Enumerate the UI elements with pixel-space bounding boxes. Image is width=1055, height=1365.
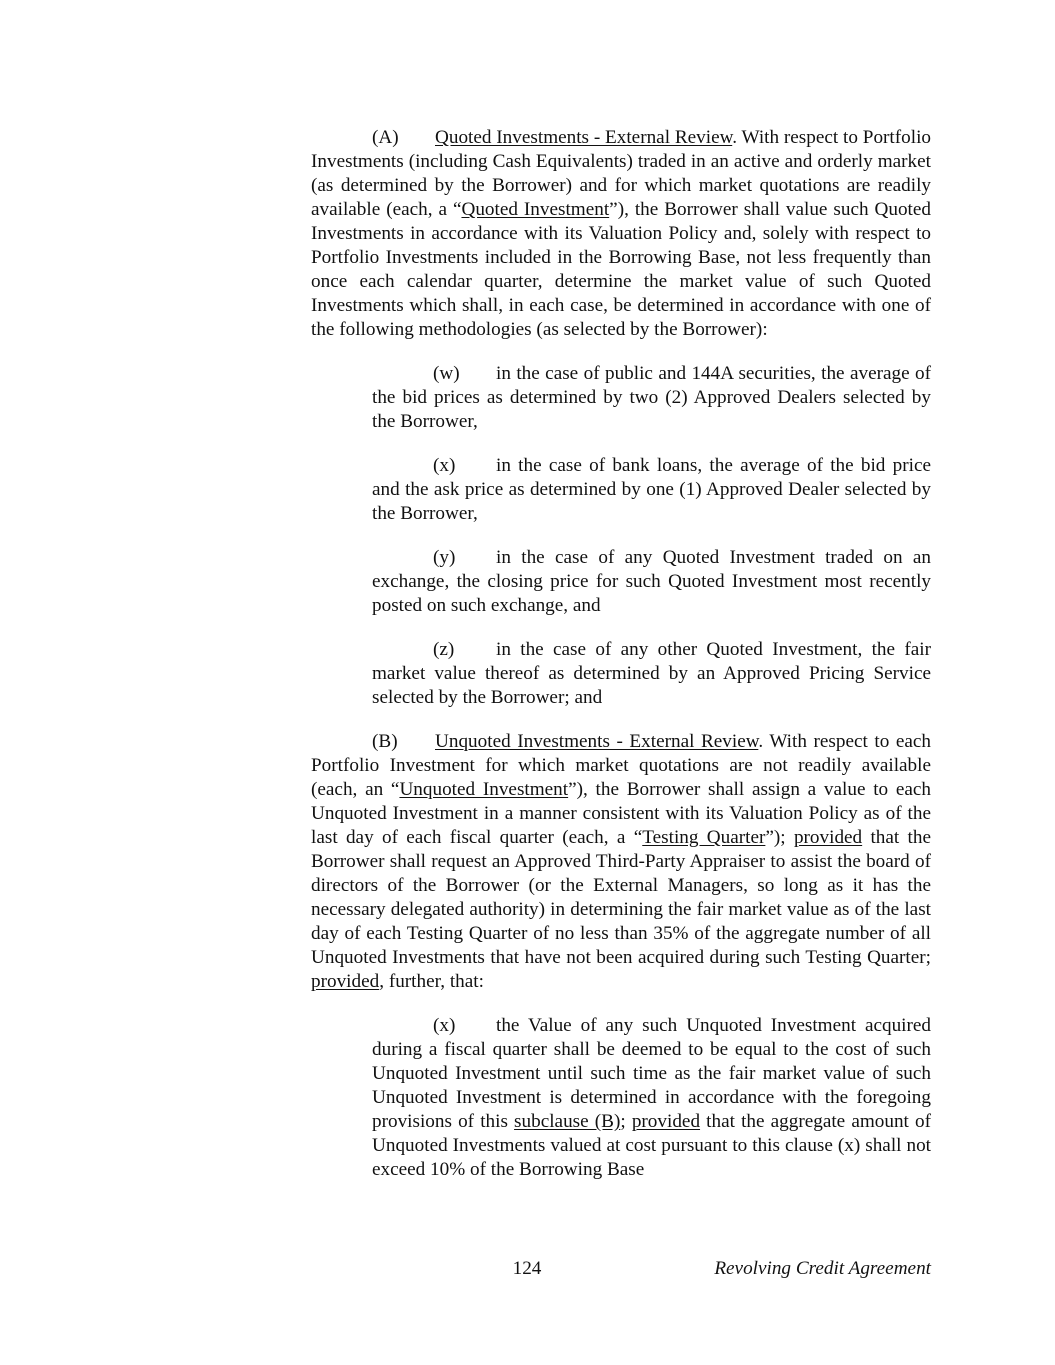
paragraph-a-text-2: ”), the Borrower shall value such Quoted Investments in accordance with its Valuation Policy and, solely with respect to Portfolio Investments included in the Borrowing Base, not less frequently than once each calendar quarter, determine the market value of such Quoted Investments which shall, in each case, be determined in accordance with one of the following methodologies (as selected by the Borrower): [311, 199, 931, 340]
subclause-b-x [372, 1014, 931, 1182]
heading-quoted-investments: Quoted Investments - External Review [435, 127, 733, 148]
method-label: (z) [433, 639, 455, 660]
paragraph-b [311, 730, 931, 994]
method-label: (y) [433, 547, 456, 568]
paragraph-b-text-5: , further, that: [379, 971, 484, 992]
paragraph-a-text-1: . With respect to Portfolio Investments (including Cash Equivalents) traded in an active and orderly market (as determined by the Borrower) and for which market quotations are readily available (each, a “ [311, 127, 931, 220]
page-footer [311, 1256, 931, 1282]
provided-term: provided [311, 971, 380, 992]
paragraph-b-text-4: that the Borrower shall request an Approved Third-Party Appraiser to assist the board of directors of the Borrower (or the External Managers, so long as it has the necessary delegated authority) in determining the fair market value as of the last day of each Testing Quarter of no less than 35% of the aggregate number of all Unquoted Investments that have not been acquired during such Testing Quarter; [311, 827, 931, 968]
method-x [372, 454, 931, 526]
defined-term-unquoted-investment: Unquoted Investment [399, 779, 569, 800]
defined-term-quoted-investment: Quoted Investment [461, 199, 610, 220]
paragraph-b-text-2: ”), the Borrower shall assign a value to each Unquoted Investment in a manner consistent with its Valuation Policy as of the last day of each fiscal quarter (each, a “ [311, 779, 931, 848]
method-text: in the case of any other Quoted Investment, the fair market value thereof as determined by an Approved Pricing Service selected by the Borrower; and [372, 639, 931, 708]
method-text: in the case of any Quoted Investment traded on an exchange, the closing price for such Quoted Investment most recently posted on such exchange, and [372, 547, 931, 616]
page-body [311, 126, 931, 1202]
subclause-text-1: the Value of any such Unquoted Investment acquired during a fiscal quarter shall be deemed to be equal to the cost of such Unquoted Investment until such time as the fair market value of such Unquoted Investment is determined in accordance with the foregoing provisions of this [372, 1015, 931, 1132]
document-title: Revolving Credit Agreement [714, 1258, 931, 1279]
method-z [372, 638, 931, 710]
clause-label-b: (B) [372, 731, 398, 752]
clause-label-a: (A) [372, 127, 399, 148]
provided-term: provided [793, 827, 863, 848]
cross-reference-subclause-b: subclause (B) [514, 1111, 621, 1132]
paragraph-b-text-1: . With respect to each Portfolio Investment for which market quotations are not readily available (each, an “ [311, 731, 931, 800]
method-label: (x) [433, 455, 456, 476]
subclause-text-2: ; [620, 1111, 632, 1132]
paragraph-a [311, 126, 931, 342]
subclause-label: (x) [433, 1015, 456, 1036]
method-text: in the case of bank loans, the average of the bid price and the ask price as determined by one (1) Approved Dealer selected by the Borrower, [372, 455, 931, 524]
method-text: in the case of public and 144A securities, the average of the bid prices as determined by two (2) Approved Dealers selected by the Borrower, [372, 363, 931, 432]
method-label: (w) [433, 363, 460, 384]
method-y [372, 546, 931, 618]
page-number: 124 [512, 1258, 542, 1279]
defined-term-testing-quarter: Testing Quarter [642, 827, 766, 848]
heading-unquoted-investments: Unquoted Investments - External Review [435, 731, 759, 752]
paragraph-b-text-3: ”); [765, 827, 794, 848]
provided-term: provided [631, 1111, 701, 1132]
subclause-text-3: that the aggregate amount of Unquoted Investments valued at cost pursuant to this clause (x) shall not exceed 10% of the Borrowing Base [372, 1111, 931, 1180]
method-w [372, 362, 931, 434]
